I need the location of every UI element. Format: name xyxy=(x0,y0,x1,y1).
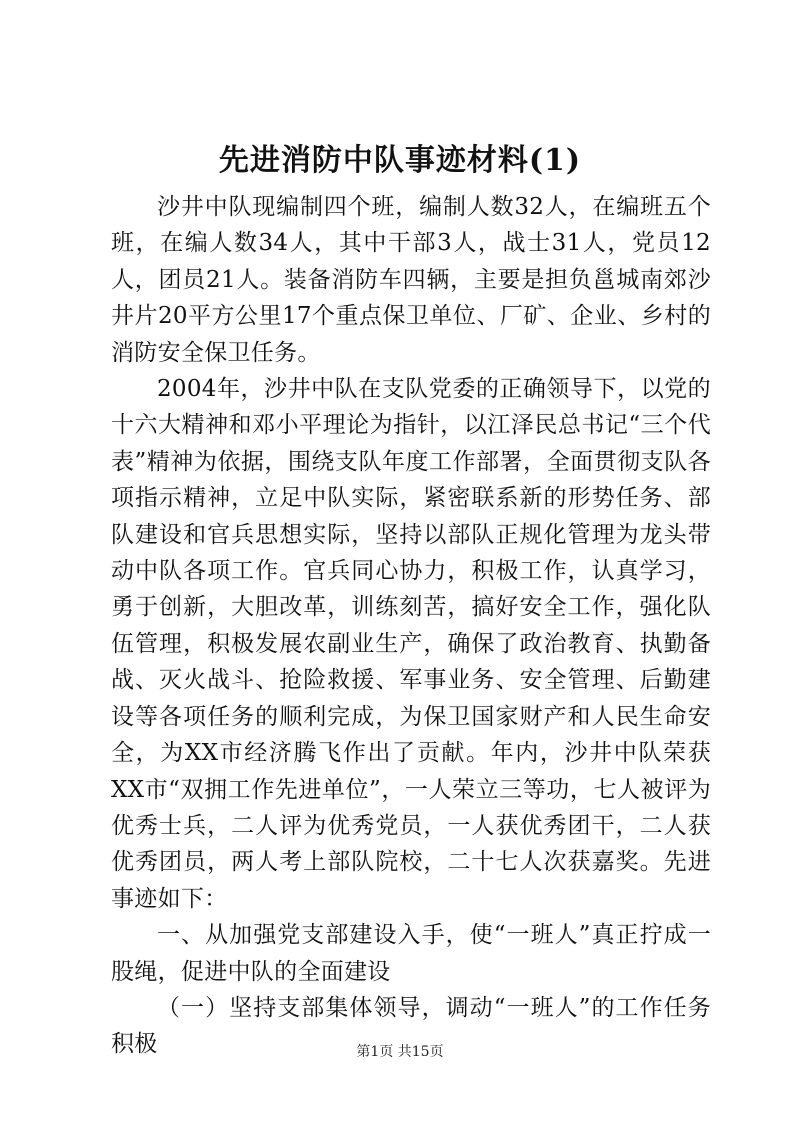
page-number-footer: 第1页 共15页 xyxy=(356,1044,444,1060)
subsection-heading-collective-leadership: （一）坚持支部集体领导，调动“一班人”的工作任务积极 xyxy=(111,994,711,1058)
paragraph-2004-summary: 2004年，沙井中队在支队党委的正确领导下，以党的十六大精神和邓小平理论为指针，以江泽民总书记“三个代表”精神为依据，围绕支队年度工作部署，全面贯彻支队各项指示精神，立足中队实际，紧密联系新的形势任务、部队建设和官兵思想实际，坚持以部队正规化管理为龙头带动中队各项工作。官兵同心协力，积极工作，认真学习，勇于创新，大胆改革，训练刻苦，搞好安全工作，强化队伍管理，积极发展农副业生产，确保了政治教育、执勤备战、灭火战斗、抢险救援、军事业务、安全管理、后勤建设等各项任务的顺利完成，为保卫国家财产和人民生命安全，为XX市经济腾飞作出了贡献。年内，沙井中队荣获XX市“双拥工作先进单位”，一人荣立三等功，七人被评为优秀士兵，二人评为优秀党员，一人获优秀团干，二人获优秀团员，两人考上部队院校，二十七人次获嘉奖。先进事迹如下： xyxy=(111,376,711,912)
section-heading-party-branch: 一、从加强党支部建设入手，使“一班人”真正拧成一股绳，促进中队的全面建设 xyxy=(111,922,711,985)
paragraph-unit-overview: 沙井中队现编制四个班，编制人数32人，在编班五个班，在编人数34人，其中干部3人，战士31人，党员12人，团员21人。装备消防车四辆，主要是担负邕城南郊沙井片20平方公里17个重点保卫单位、厂矿、企业、乡村的消防安全保卫任务。 xyxy=(111,194,711,366)
document-title: 先进消防中队事迹材料(1) xyxy=(218,143,582,178)
document-body xyxy=(111,189,711,1063)
